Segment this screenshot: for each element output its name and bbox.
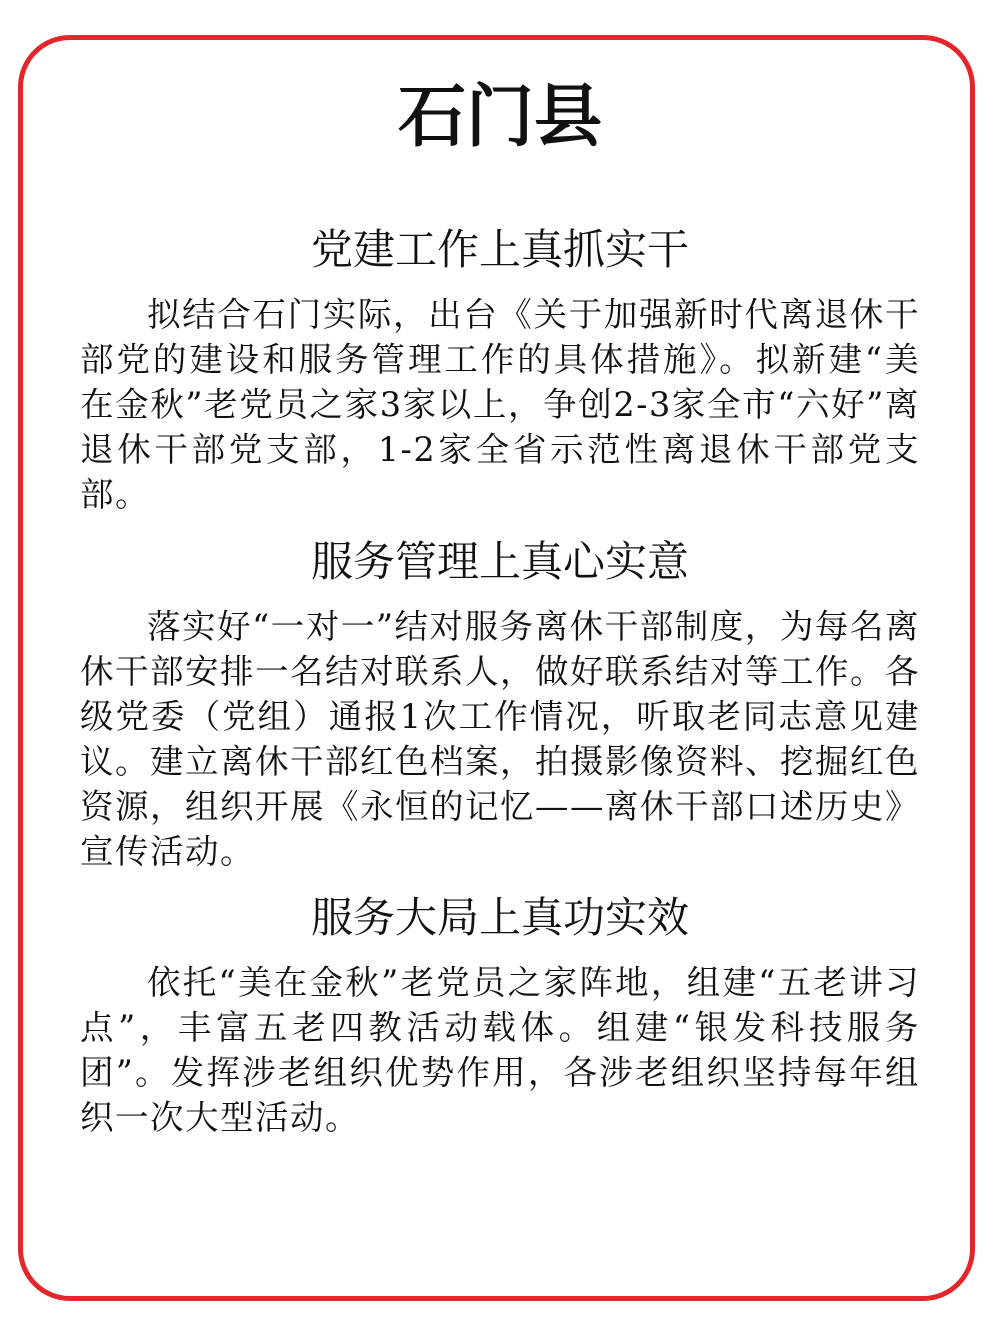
section-service-management xyxy=(80,534,920,874)
section-body: 依托“美在金秋”老党员之家阵地，组建“五老讲习点”，丰富五老四教活动载体。组建“银发科技服务团”。发挥涉老组织优势作用，各涉老组织坚持每年组织一次大型活动。 xyxy=(80,963,920,1137)
section-body: 落实好“一对一”结对服务离休干部制度，为每名离休干部安排一名结对联系人，做好联系结对等工作。各级党委（党组）通报1次工作情况，听取老同志意见建议。建立离休干部红色档案，拍摄影像资料、挖掘红色资源，组织开展《永恒的记忆——离休干部口述历史》宣传活动。 xyxy=(80,607,920,871)
section-heading: 服务管理上真心实意 xyxy=(310,537,689,586)
page-title: 石门县 xyxy=(397,77,602,157)
section-heading: 服务大局上真功实效 xyxy=(310,893,689,942)
section-body: 拟结合石门实际，出台《关于加强新时代离退休干部党的建设和服务管理工作的具体措施》。拟新建“美在金秋”老党员之家3家以上，争创2-3家全市“六好”离退休干部党支部，1-2家全省示范性离退休干部党支部。 xyxy=(80,295,920,514)
section-heading: 党建工作上真抓实干 xyxy=(310,225,689,274)
section-party-building xyxy=(80,222,920,517)
section-serving-overall-situation xyxy=(80,890,920,1140)
